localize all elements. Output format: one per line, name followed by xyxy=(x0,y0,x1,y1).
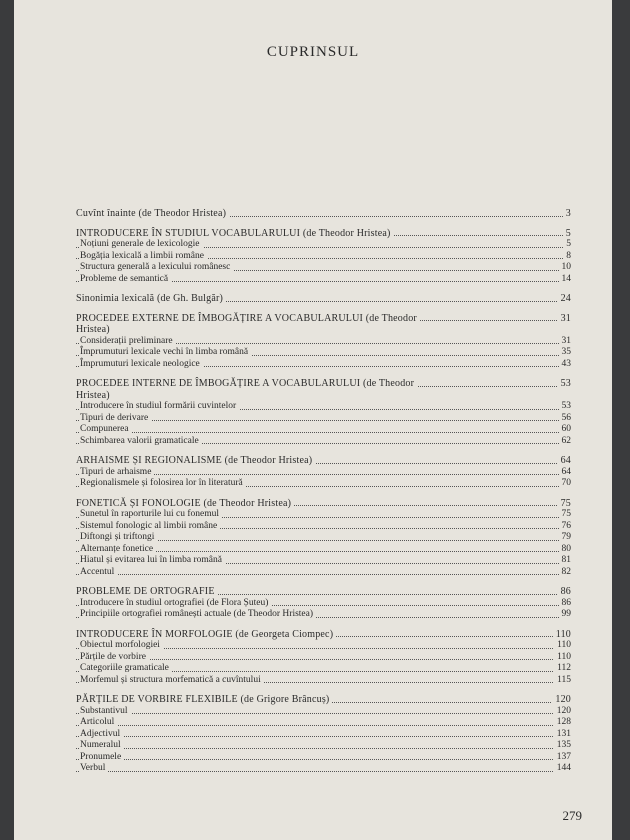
toc-entry-title: Adjectivul xyxy=(80,729,123,739)
toc-entry xyxy=(76,424,571,436)
toc-page-number: 31 xyxy=(558,313,571,325)
toc-section xyxy=(76,378,571,447)
toc-page-number: 135 xyxy=(554,740,571,752)
toc-section-heading xyxy=(76,390,571,402)
toc-section xyxy=(76,586,571,621)
toc-entry xyxy=(76,717,571,729)
toc-page-number: 5 xyxy=(563,239,571,251)
toc-entry-title: Verbul xyxy=(80,763,108,773)
table-of-contents xyxy=(76,200,571,775)
toc-entry-title: Diftongi și triftongi xyxy=(80,532,157,542)
toc-entry-title: Hristea) xyxy=(76,324,113,335)
toc-section-heading xyxy=(76,694,571,706)
toc-page-number: 115 xyxy=(554,675,571,687)
toc-section-heading xyxy=(76,586,571,598)
toc-entry-title: Împrumuturi lexicale neologice xyxy=(80,359,203,369)
toc-page-number: 5 xyxy=(563,228,571,240)
toc-page-number: 10 xyxy=(559,262,572,274)
toc-page-number: 75 xyxy=(559,509,572,521)
toc-page-number: 3 xyxy=(563,208,571,220)
toc-entry-title: Sistemul fonologic al limbii române xyxy=(80,521,220,531)
toc-section xyxy=(76,455,571,490)
toc-page-number: 110 xyxy=(554,652,571,664)
toc-entry-title: Categoriile gramaticale xyxy=(80,663,172,673)
toc-page-number: 86 xyxy=(558,586,571,598)
toc-entry-title: Alternanțe fonetice xyxy=(80,544,156,554)
toc-entry-title: INTRODUCERE ÎN STUDIUL VOCABULARULUI (de Theodor Hristea) xyxy=(76,228,394,239)
toc-entry xyxy=(76,262,571,274)
toc-page-number: 56 xyxy=(559,413,572,425)
toc-entry xyxy=(76,436,571,448)
toc-section-heading xyxy=(76,208,571,220)
toc-page-number: 31 xyxy=(559,336,572,348)
toc-page-number: 79 xyxy=(559,532,572,544)
toc-entry xyxy=(76,609,571,621)
toc-section xyxy=(76,694,571,775)
toc-page-number: 70 xyxy=(559,478,572,490)
toc-entry xyxy=(76,640,571,652)
toc-entry-title: Împrumuturi lexicale vechi în limba română xyxy=(80,347,251,357)
toc-entry xyxy=(76,509,571,521)
toc-entry-title: Hiatul și evitarea lui în limba română xyxy=(80,555,225,565)
toc-entry xyxy=(76,251,571,263)
toc-entry-title: PĂRȚILE DE VORBIRE FLEXIBILE (de Grigore Brâncuș) xyxy=(76,694,332,705)
toc-page-number: 99 xyxy=(559,609,572,621)
toc-entry-title: PROBLEME DE ORTOGRAFIE xyxy=(76,586,218,597)
toc-page-number: 128 xyxy=(554,717,571,729)
toc-entry xyxy=(76,675,571,687)
toc-entry xyxy=(76,663,571,675)
toc-entry-title: Structura generală a lexicului românesc xyxy=(80,262,233,272)
toc-entry xyxy=(76,729,571,741)
toc-section-heading xyxy=(76,313,571,325)
toc-page-number: 24 xyxy=(558,293,571,305)
toc-entry xyxy=(76,652,571,664)
toc-entry-title: Numeralul xyxy=(80,740,124,750)
toc-entry-title: INTRODUCERE ÎN MORFOLOGIE (de Georgeta Ciompec) xyxy=(76,629,336,640)
toc-entry-title: PROCEDEE INTERNE DE ÎMBOGĂȚIRE A VOCABULARULUI (de Theodor xyxy=(76,378,417,389)
toc-entry xyxy=(76,413,571,425)
toc-page-number: 86 xyxy=(559,598,572,610)
toc-entry-title: Schimbarea valorii gramaticale xyxy=(80,436,202,446)
toc-entry xyxy=(76,567,571,579)
toc-page-number: 131 xyxy=(554,729,571,741)
toc-entry xyxy=(76,467,571,479)
toc-entry-title: Tipuri de derivare xyxy=(80,413,151,423)
toc-entry-title: Bogăția lexicală a limbii române xyxy=(80,251,207,261)
toc-page-number: 62 xyxy=(559,436,572,448)
toc-entry-title: Considerații preliminare xyxy=(80,336,176,346)
toc-entry-title: Pronumele xyxy=(80,752,124,762)
toc-section xyxy=(76,208,571,220)
toc-page-number: 144 xyxy=(554,763,571,775)
toc-entry xyxy=(76,478,571,490)
toc-page-number: 75 xyxy=(558,498,571,510)
toc-entry xyxy=(76,401,571,413)
toc-entry-title: PROCEDEE EXTERNE DE ÎMBOGĂȚIRE A VOCABULARULUI (de Theodor xyxy=(76,313,420,324)
toc-page-number: 76 xyxy=(559,521,572,533)
toc-page-number: 110 xyxy=(553,629,571,641)
toc-section xyxy=(76,228,571,286)
toc-entry xyxy=(76,521,571,533)
toc-section-heading xyxy=(76,629,571,641)
toc-page-number: 8 xyxy=(563,251,571,263)
toc-page-number: 53 xyxy=(558,378,571,390)
toc-entry-title: Articolul xyxy=(80,717,117,727)
toc-page-number: 80 xyxy=(559,544,572,556)
toc-section xyxy=(76,293,571,305)
toc-section-heading xyxy=(76,324,571,336)
toc-entry xyxy=(76,359,571,371)
toc-page-number: 81 xyxy=(559,555,572,567)
toc-page-number: 120 xyxy=(552,694,571,706)
toc-page-number: 120 xyxy=(554,706,571,718)
toc-page-number: 64 xyxy=(559,467,572,479)
toc-entry-title: Părțile de vorbire xyxy=(80,652,149,662)
book-page xyxy=(14,0,612,840)
toc-entry-title: Hristea) xyxy=(76,390,113,401)
toc-entry-title: Regionalismele și folosirea lor în literatură xyxy=(80,478,246,488)
toc-page-number: 53 xyxy=(559,401,572,413)
toc-entry xyxy=(76,740,571,752)
toc-entry xyxy=(76,336,571,348)
toc-section-heading xyxy=(76,228,571,240)
toc-entry xyxy=(76,763,571,775)
toc-entry-title: ARHAISME ȘI REGIONALISME (de Theodor Hristea) xyxy=(76,455,315,466)
toc-entry xyxy=(76,239,571,251)
toc-section-heading xyxy=(76,455,571,467)
toc-entry xyxy=(76,347,571,359)
toc-entry xyxy=(76,544,571,556)
toc-section-heading xyxy=(76,378,571,390)
toc-entry-title: Cuvînt înainte (de Theodor Hristea) xyxy=(76,208,229,219)
toc-page-number: 43 xyxy=(559,359,572,371)
toc-page-number: 137 xyxy=(554,752,571,764)
toc-section xyxy=(76,313,571,371)
toc-entry-title: Morfemul și structura morfematică a cuvîntului xyxy=(80,675,264,685)
toc-entry-title: Tipuri de arhaisme xyxy=(80,467,154,477)
toc-entry xyxy=(76,532,571,544)
toc-entry-title: Sunetul în raporturile lui cu fonemul xyxy=(80,509,222,519)
toc-entry-title: Probleme de semantică xyxy=(80,274,171,284)
toc-entry-title: Accentul xyxy=(80,567,117,577)
page-number: 279 xyxy=(562,808,582,823)
toc-entry xyxy=(76,598,571,610)
toc-page-number: 14 xyxy=(559,274,572,286)
toc-page-number: 82 xyxy=(559,567,572,579)
toc-page-number: 110 xyxy=(554,640,571,652)
toc-entry xyxy=(76,706,571,718)
toc-entry-title: Sinonimia lexicală (de Gh. Bulgăr) xyxy=(76,293,226,304)
page-title: CUPRINSUL xyxy=(266,44,360,60)
toc-entry-title: Introducere în studiul formării cuvintelor xyxy=(80,401,239,411)
toc-entry-title: Introducere în studiul ortografiei (de Flora Șuteu) xyxy=(80,598,271,608)
toc-entry-title: Compunerea xyxy=(80,424,132,434)
toc-section xyxy=(76,498,571,579)
toc-entry-title: Principiile ortografiei românești actuale (de Theodor Hristea) xyxy=(80,609,316,619)
toc-page-number: 60 xyxy=(559,424,572,436)
toc-page-number: 112 xyxy=(554,663,571,675)
toc-entry-title: Obiectul morfologiei xyxy=(80,640,163,650)
toc-entry xyxy=(76,274,571,286)
toc-section-heading xyxy=(76,293,571,305)
toc-entry xyxy=(76,752,571,764)
toc-section-heading xyxy=(76,498,571,510)
toc-entry-title: Substantivul xyxy=(80,706,131,716)
toc-entry xyxy=(76,555,571,567)
toc-section xyxy=(76,629,571,687)
toc-entry-title: FONETICĂ ȘI FONOLOGIE (de Theodor Hristea) xyxy=(76,498,294,509)
toc-page-number: 64 xyxy=(558,455,571,467)
toc-page-number: 35 xyxy=(559,347,572,359)
toc-entry-title: Noțiuni generale de lexicologie xyxy=(80,239,203,249)
